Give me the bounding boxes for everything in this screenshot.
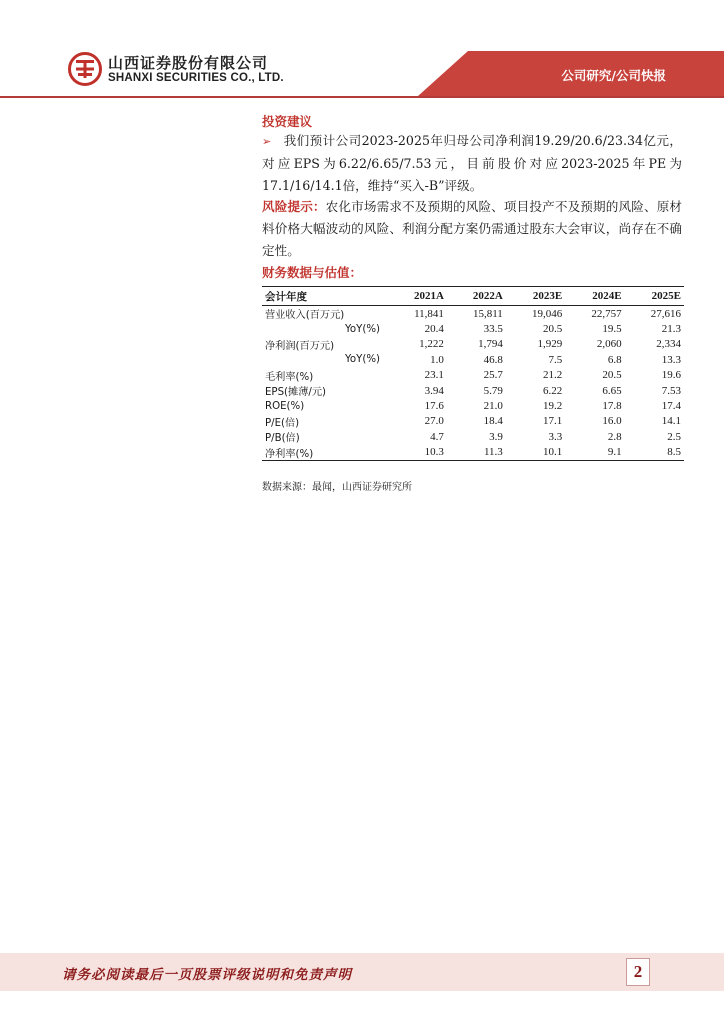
table-cell: 3.94 bbox=[424, 384, 444, 397]
table-cell: 6.8 bbox=[607, 353, 622, 366]
table-cell: 2.5 bbox=[667, 430, 681, 443]
table-cell: 33.5 bbox=[483, 323, 503, 336]
table-cell: 15,811 bbox=[472, 307, 503, 320]
row-label: 净利率(%) bbox=[262, 445, 388, 461]
table-row bbox=[262, 429, 684, 444]
table-header-row bbox=[262, 287, 684, 306]
table-cell: 18.4 bbox=[483, 415, 503, 428]
investment-advice-title: 投资建议 bbox=[262, 114, 313, 129]
row-label: YoY(%) bbox=[345, 354, 380, 366]
table-cell: 2,060 bbox=[596, 338, 622, 351]
table-cell: 11.3 bbox=[447, 445, 506, 461]
row-label: P/B(倍) bbox=[265, 433, 300, 445]
row-label: EPS(摊薄/元) bbox=[265, 387, 326, 399]
table-cell: 7.53 bbox=[661, 384, 681, 397]
table-body bbox=[262, 306, 684, 461]
table-cell: 21.3 bbox=[661, 323, 681, 336]
row-label: 营业收入(百万元) bbox=[265, 310, 345, 322]
table-cell: 14.1 bbox=[661, 415, 681, 428]
table-cell: 6.65 bbox=[602, 384, 622, 397]
table-cell: 46.8 bbox=[483, 353, 503, 366]
table-cell: 19.2 bbox=[542, 400, 563, 413]
table-cell: 2.8 bbox=[607, 430, 622, 443]
table-cell: 1,929 bbox=[537, 338, 563, 351]
table-row bbox=[262, 337, 684, 352]
row-label: 净利润(百万元) bbox=[265, 340, 335, 352]
investment-text: 我们预计公司2023-2025年归母公司净利润19.29/20.6/23.34亿元，对应EPS为6.22/6.65/7.53元，目前股价对应2023-2025年PE为17.1/16/14.1倍，维持“买入-B”评级。 bbox=[262, 133, 682, 193]
table-cell: 7.5 bbox=[548, 353, 563, 366]
investment-paragraph bbox=[262, 130, 682, 197]
shanxi-securities-logo-icon bbox=[68, 52, 102, 86]
table-cell: 19,046 bbox=[531, 307, 563, 320]
table-cell: 21.2 bbox=[542, 369, 563, 382]
table-cell: 20.5 bbox=[602, 369, 622, 382]
table-cell: 19.6 bbox=[661, 369, 681, 382]
financial-table bbox=[262, 286, 684, 461]
row-label: YoY(%) bbox=[345, 323, 380, 335]
table-cell: 3.3 bbox=[548, 430, 563, 443]
table-cell: 6.22 bbox=[542, 384, 563, 397]
table-row bbox=[262, 368, 684, 383]
financial-data-title: 财务数据与估值： bbox=[262, 265, 363, 280]
risk-label: 风险提示： bbox=[262, 199, 326, 214]
table-cell: 5.79 bbox=[483, 384, 503, 397]
report-type-label: 公司研究/公司快报 bbox=[561, 68, 666, 83]
table-cell: 23.1 bbox=[424, 369, 444, 382]
column-header: 会计年度 bbox=[262, 287, 388, 306]
company-name-cn: 山西证券股份有限公司 bbox=[108, 54, 269, 72]
table-cell: 10.3 bbox=[388, 445, 447, 461]
risk-text: 农化市场需求不及预期的风险、项目投产不及预期的风险、原材料价格大幅波动的风险、利润分配方案仍需通过股东大会审议，尚存在不确定性。 bbox=[262, 199, 683, 258]
table-cell: 27.0 bbox=[424, 415, 444, 428]
table-cell: 1,794 bbox=[478, 338, 503, 351]
table-row bbox=[262, 306, 684, 322]
table-cell: 20.4 bbox=[424, 323, 444, 336]
table-cell: 27,616 bbox=[650, 307, 681, 320]
table-cell: 10.1 bbox=[506, 445, 565, 461]
table-row bbox=[262, 414, 684, 429]
table-cell: 25.7 bbox=[483, 369, 503, 382]
table-cell: 20.5 bbox=[542, 323, 563, 336]
table-cell: 17.8 bbox=[602, 400, 622, 413]
column-header: 2021A bbox=[388, 287, 447, 306]
footer-disclaimer: 请务必阅读最后一页股票评级说明和免责声明 bbox=[62, 967, 352, 983]
table-cell: 19.5 bbox=[602, 323, 622, 336]
page-header bbox=[0, 0, 724, 98]
column-header: 2023E bbox=[506, 287, 565, 306]
row-label: P/E(倍) bbox=[265, 417, 300, 429]
table-cell: 17.4 bbox=[661, 400, 681, 413]
row-label: 毛利率(%) bbox=[265, 371, 314, 383]
company-name-en: SHANXI SECURITIES CO., LTD. bbox=[108, 72, 284, 84]
table-row bbox=[262, 352, 684, 367]
data-source-note: 数据来源：最闻，山西证券研究所 bbox=[262, 482, 412, 493]
table-row bbox=[262, 445, 684, 461]
table-row bbox=[262, 398, 684, 413]
table-cell: 11,841 bbox=[414, 307, 444, 320]
column-header: 2024E bbox=[565, 287, 624, 306]
table-cell: 22,757 bbox=[591, 307, 622, 320]
table-cell: 3.9 bbox=[489, 430, 503, 443]
table-cell: 9.1 bbox=[565, 445, 624, 461]
table-cell: 8.5 bbox=[625, 445, 684, 461]
table-row bbox=[262, 383, 684, 398]
table-cell: 2,334 bbox=[656, 338, 681, 351]
table-cell: 16.0 bbox=[602, 415, 622, 428]
table-cell: 21.0 bbox=[483, 400, 503, 413]
risk-paragraph bbox=[262, 196, 682, 262]
table-cell: 4.7 bbox=[430, 430, 444, 443]
column-header: 2025E bbox=[625, 287, 684, 306]
row-label: ROE(%) bbox=[265, 400, 305, 412]
table-cell: 1,222 bbox=[419, 338, 444, 351]
table-cell: 17.1 bbox=[542, 415, 563, 428]
table-cell: 1.0 bbox=[430, 353, 444, 366]
column-header: 2022A bbox=[447, 287, 506, 306]
header-divider bbox=[0, 96, 724, 98]
arrow-bullet-icon: ➢ bbox=[262, 135, 272, 148]
table-cell: 13.3 bbox=[661, 353, 681, 366]
page-number: 2 bbox=[626, 958, 650, 986]
table-cell: 17.6 bbox=[424, 400, 444, 413]
table-row bbox=[262, 321, 684, 336]
